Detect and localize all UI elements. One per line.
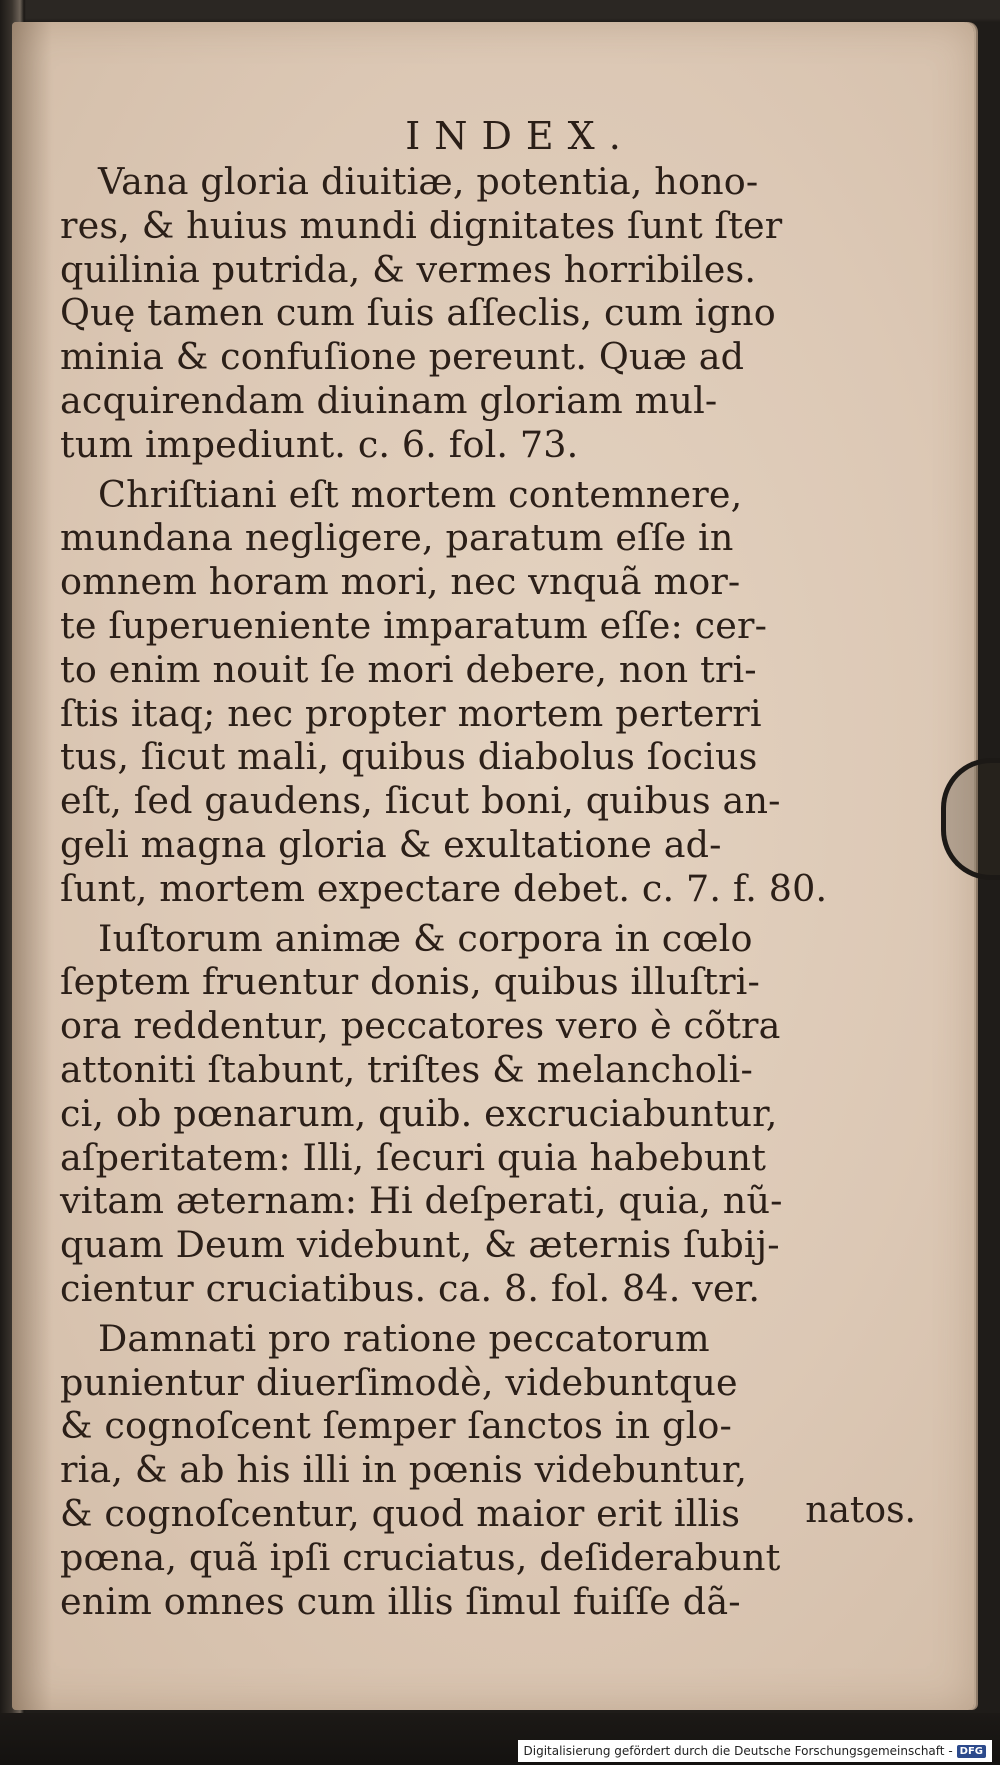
text-line: aſperitatem: Illi, ſecuri quia habebunt bbox=[60, 1135, 767, 1179]
text-line: quilinia putrida, & vermes horribiles. bbox=[60, 247, 757, 291]
text-line: ci, ob pœnarum, quib. excruciabuntur, bbox=[60, 1091, 778, 1135]
text-line: vitam æternam: Hi deſperati, quia, nũ- bbox=[60, 1179, 783, 1223]
text-line: quam Deum videbunt, & æternis ſubij- bbox=[60, 1223, 780, 1267]
book-page bbox=[12, 22, 974, 1710]
text-line: punientur diuerſimodè, videbuntque bbox=[60, 1360, 738, 1404]
paragraph-3 bbox=[60, 917, 940, 1311]
text-line: & cognoſcent ſemper ſanctos in glo- bbox=[60, 1404, 732, 1448]
page-heading: INDEX. bbox=[405, 114, 635, 158]
text-line: ora reddentur, peccatores vero è cõtra bbox=[60, 1004, 781, 1048]
text-line: tus, ſicut mali, quibus diabolus ſocius bbox=[60, 735, 758, 779]
text-line: ſtis itaq; nec propter mortem perterri bbox=[60, 691, 762, 735]
text-line: attoniti ſtabunt, triſtes & melancholi- bbox=[60, 1047, 753, 1091]
dfg-logo-icon: DFG bbox=[957, 1745, 986, 1758]
text-line: geli magna gloria & exultatione ad- bbox=[60, 822, 722, 866]
text-line: Damnati pro ratione peccatorum bbox=[98, 1316, 710, 1360]
text-line: Quę tamen cum ſuis aſſeclis, cum igno bbox=[60, 291, 776, 335]
text-line: eſt, ſed gaudens, ſicut boni, quibus an- bbox=[60, 779, 781, 823]
catchword: natos. bbox=[805, 1490, 916, 1531]
text-line: enim omnes cum illis ſimul fuiſſe dã- bbox=[60, 1579, 741, 1623]
text-line: te ſuperueniente imparatum eſſe: cer- bbox=[60, 603, 768, 647]
paragraph-4 bbox=[60, 1317, 940, 1624]
text-line: ſeptem fruentur donis, quibus illuſtri- bbox=[60, 960, 760, 1004]
text-line: mundana negligere, paratum eſſe in bbox=[60, 516, 734, 560]
footer-text: Digitalisierung gefördert durch die Deutsche Forschungsgemeinschaft - bbox=[523, 1744, 953, 1758]
text-line: omnem horam mori, nec vnquã mor- bbox=[60, 560, 741, 604]
page-text bbox=[60, 114, 940, 1623]
text-line: cientur cruciatibus. ca. 8. fol. 84. ver. bbox=[60, 1266, 761, 1310]
text-line: & cognoſcentur, quod maior erit illis bbox=[60, 1491, 741, 1535]
text-line: ſunt, mortem expectare debet. c. 7. f. 80. bbox=[60, 866, 828, 910]
text-line: Iuſtorum animæ & corpora in cœlo bbox=[98, 916, 753, 960]
paragraph-2 bbox=[60, 473, 940, 911]
paragraph-1 bbox=[60, 160, 940, 467]
digitization-footer bbox=[518, 1740, 993, 1762]
text-line: acquirendam diuinam gloriam mul- bbox=[60, 378, 718, 422]
text-line: tum impediunt. c. 6. fol. 73. bbox=[60, 422, 579, 466]
text-line: pœna, quã ipſi cruciatus, deſiderabunt bbox=[60, 1535, 781, 1579]
text-line: Vana gloria diuitiæ, potentia, hono- bbox=[98, 160, 759, 203]
text-line: ria, & ab his illi in pœnis videbuntur, bbox=[60, 1448, 748, 1492]
text-line: to enim nouit ſe mori debere, non tri- bbox=[60, 647, 757, 691]
text-line: res, & huius mundi dignitates ſunt ſter bbox=[60, 203, 783, 247]
text-line: Chriſtiani eſt mortem contemnere, bbox=[98, 472, 743, 516]
text-line: minia & confuſione pereunt. Quæ ad bbox=[60, 335, 745, 379]
